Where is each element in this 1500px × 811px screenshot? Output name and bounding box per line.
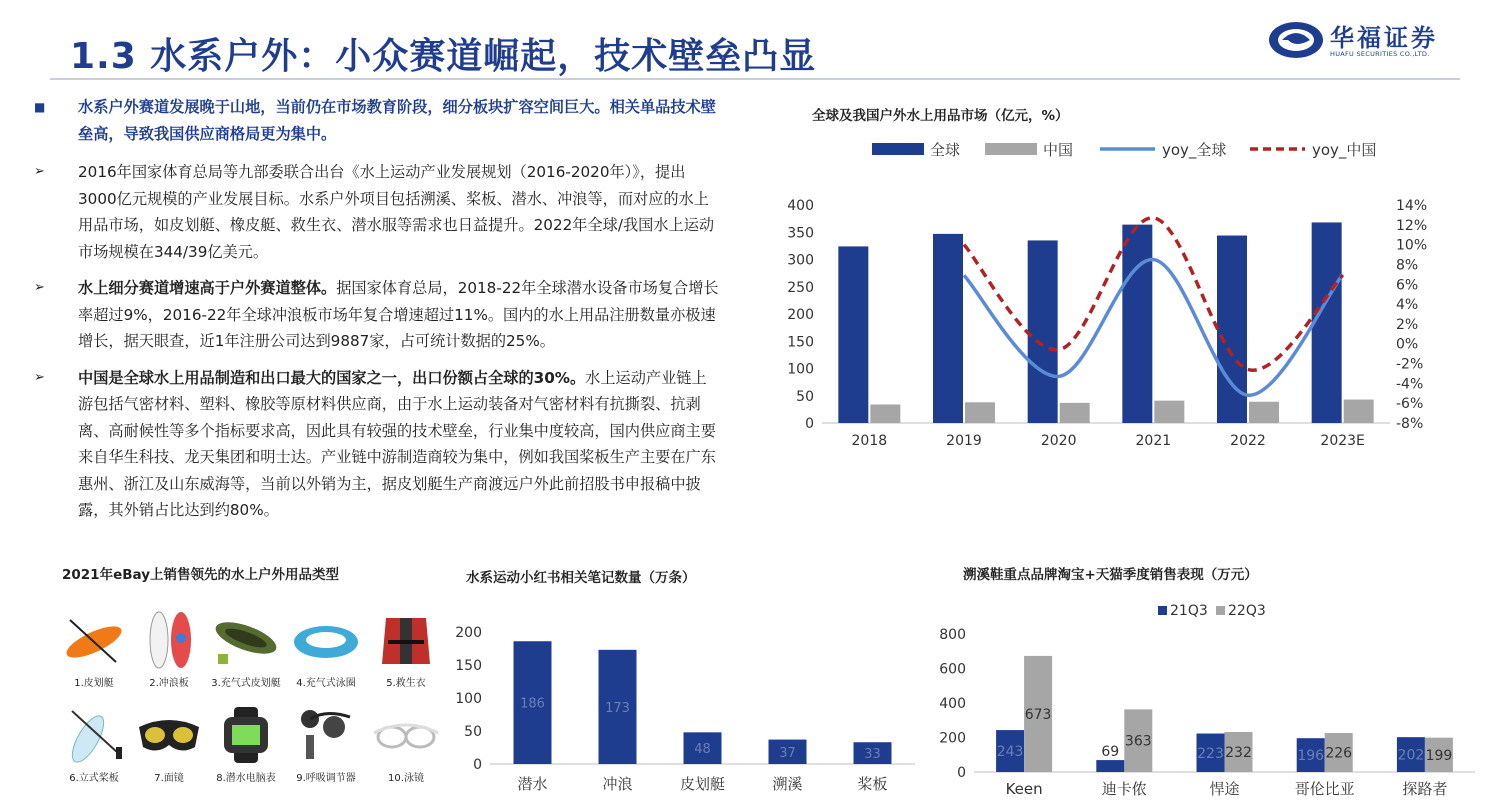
legend-label: 21Q3: [1170, 603, 1208, 619]
dive-computer-icon: [210, 705, 282, 765]
ebay-product-label: 9.呼吸调节器: [296, 773, 356, 784]
bar-china: [965, 402, 995, 423]
ebay-product-item: [205, 705, 287, 784]
bar-china: [1249, 402, 1279, 423]
dive-mask-icon: [133, 705, 205, 765]
y-tick-label: 300: [787, 252, 814, 269]
bar-china: [1344, 400, 1374, 423]
x-tick-label: 迪卡侬: [1101, 780, 1147, 798]
y-tick-label: 400: [939, 696, 966, 712]
bar-global: [838, 246, 868, 423]
y2-tick-label: 6%: [1396, 277, 1419, 294]
x-tick-label: 皮划艇: [679, 775, 726, 793]
x-tick-label: 2018: [851, 433, 888, 449]
y2-tick-label: -4%: [1396, 376, 1424, 393]
ebay-product-item: [128, 610, 210, 689]
x-tick-label: 2022: [1230, 433, 1266, 449]
data-label: 186: [520, 696, 545, 712]
paragraph-1: ➢ 2016年国家体育总局等九部委联合出台《水上运动产业发展规划（2016-2020年）》，提出3000亿元规模的产业发展目标。水系户外项目包括溯溪、桨板、潜水、冲浪等，而对应的水上用品市场，如皮划艇、橡皮艇、救生衣、潜水服等需求也日益提升。2022年全球/我国水上运动市场规模在344/39亿美元。: [30, 159, 720, 265]
y-tick-label: 0: [805, 416, 814, 432]
legend-swatch: [985, 143, 1037, 155]
lead-paragraph: ■ 水系户外赛道发展晚于山地，当前仍在市场教育阶段，细分板块扩容空间巨大。相关单品技术壁垒高，导致我国供应商格局更为集中。: [30, 94, 720, 147]
inflatable-kayak-icon: [210, 610, 282, 670]
x-tick-label: 悍途: [1209, 780, 1240, 798]
x-tick-label: 哥伦比亚: [1294, 780, 1355, 798]
y-tick-label: 50: [464, 724, 482, 740]
ebay-product-label: 10.泳镜: [388, 773, 424, 784]
data-label: 199: [1425, 747, 1453, 764]
swim-ring-icon: [290, 610, 362, 670]
ebay-product-label: 2.冲浪板: [149, 678, 189, 689]
data-label: 33: [864, 747, 881, 763]
data-label: 223: [1197, 745, 1224, 762]
brand-name: 华福证券: [1330, 23, 1438, 52]
text-block: [30, 94, 720, 534]
paragraph-3: ➢ 中国是全球水上用品制造和出口最大的国家之一，出口份额占全球的30%。水上运动产业链上游包括气密材料、塑料、橡胶等原材料供应商，由于水上运动装备对气密材料有抗撕裂、抗剥离、高耐候性等多个指标要求高，因此具有较强的技术壁垒，行业集中度较高，国内供应商主要来自华生科技、龙天集团和明士达。产业链中游制造商较为集中，例如我国桨板生产主要在广东惠州、浙江及山东威海等，当前以外销为主，据皮划艇生产商渡远户外此前招股书申报稿中披露，其外销占比达到约80%。: [30, 365, 720, 524]
y2-tick-label: -8%: [1396, 416, 1424, 432]
data-label: 173: [605, 700, 630, 716]
legend-swatch: [872, 143, 924, 155]
ebay-product-label: 1.皮划艇: [74, 678, 114, 689]
square-bullet-icon: ■: [34, 100, 46, 114]
brand-name-en: HUAFU SECURITIES CO.,LTD.: [1330, 50, 1430, 58]
data-label: 243: [996, 744, 1024, 761]
chart-global-market: [780, 125, 1460, 485]
life-jacket-icon: [370, 610, 442, 670]
bar-global: [933, 234, 963, 423]
ebay-product-item: [128, 705, 210, 784]
bar-china: [1060, 403, 1090, 423]
x-tick-label: 溯溪: [772, 775, 803, 793]
y-tick-label: 800: [939, 627, 966, 643]
surfboard-icon: [133, 610, 205, 670]
y-tick-label: 200: [939, 730, 966, 747]
legend-label: 中国: [1043, 141, 1074, 159]
bar-21Q3: [1096, 760, 1124, 772]
y-tick-label: 400: [787, 198, 814, 214]
legend-label: yoy_中国: [1312, 141, 1377, 159]
data-label: 69: [1101, 744, 1120, 761]
chart-xiaohongshu-notes: [440, 586, 930, 811]
chart-brand-sales: [930, 596, 1490, 811]
y2-tick-label: 10%: [1396, 237, 1428, 254]
ebay-product-label: 8.潜水电脑表: [216, 773, 276, 784]
y-tick-label: 0: [957, 765, 966, 781]
y2-tick-label: -6%: [1396, 396, 1424, 413]
y2-tick-label: 12%: [1396, 217, 1428, 234]
line-yoy-china: [964, 218, 1343, 370]
chart-title-xiaohongshu: 水系运动小红书相关笔记数量（万条）: [466, 570, 696, 586]
y2-tick-label: 2%: [1396, 316, 1419, 333]
ebay-product-label: 4.充气式泳圈: [296, 678, 356, 689]
page-title: 1.3 水系户外：小众赛道崛起，技术壁垒凸显: [70, 36, 817, 77]
x-tick-label: 2019: [946, 433, 982, 449]
paragraph-2: ➢ 水上细分赛道增速高于户外赛道整体。据国家体育总局，2018-22年全球潜水设备市场复合增长率超过9%，2016-22年全球冲浪板市场年复合增速超过11%。国内的水上用品注册数量亦极速增长，据天眼查，近1年注册公司达到9887家，占可统计数据的25%。: [30, 275, 720, 355]
paddleboard-icon: [58, 705, 130, 765]
legend-swatch: [1158, 606, 1167, 615]
y2-tick-label: 0%: [1396, 336, 1419, 353]
bar-global: [1122, 225, 1152, 423]
ebay-product-item: [285, 705, 367, 784]
ebay-panel-title: 2021年eBay上销售领先的水上户外用品类型: [62, 567, 340, 583]
x-tick-label: 潜水: [517, 775, 548, 793]
y-tick-label: 150: [455, 658, 482, 674]
ebay-product-label: 7.面镜: [154, 773, 184, 784]
regulator-icon: [290, 705, 362, 765]
x-tick-label: 2020: [1040, 433, 1077, 449]
goggles-icon: [370, 705, 442, 765]
data-label: 48: [694, 742, 711, 758]
ebay-product-item: [365, 610, 447, 689]
ebay-product-item: [53, 705, 135, 784]
ebay-product-label: 6.立式桨板: [69, 773, 119, 784]
ebay-product-item: [205, 610, 287, 689]
y-tick-label: 50: [796, 388, 814, 405]
y2-tick-label: -2%: [1396, 356, 1424, 373]
x-tick-label: 冲浪: [602, 775, 633, 793]
y-tick-label: 600: [939, 661, 966, 678]
data-label: 196: [1297, 748, 1325, 765]
ebay-product-item: [285, 610, 367, 689]
data-label: 202: [1397, 747, 1425, 764]
ebay-product-label: 3.充气式皮划艇: [211, 678, 281, 689]
bar-china: [870, 404, 900, 423]
x-tick-label: Keen: [1005, 780, 1043, 798]
brand-logo: [1268, 18, 1458, 62]
data-label: 363: [1124, 733, 1152, 750]
arrow-bullet-icon: ➢: [34, 164, 45, 179]
legend-label: yoy_全球: [1162, 141, 1227, 159]
y-tick-label: 150: [787, 334, 814, 351]
legend-label: 22Q3: [1228, 603, 1266, 619]
bar-global: [1312, 222, 1342, 423]
bar-global: [1028, 240, 1058, 423]
chart-title-global-market: 全球及我国户外水上用品市场（亿元，%）: [812, 108, 1069, 124]
x-tick-label: 桨板: [857, 775, 888, 793]
y-tick-label: 200: [455, 625, 482, 641]
y2-tick-label: 14%: [1396, 198, 1428, 214]
y-tick-label: 100: [787, 361, 814, 378]
data-label: 232: [1225, 744, 1252, 761]
y-tick-label: 250: [787, 279, 814, 296]
chart-title-brand-sales: 溯溪鞋重点品牌淘宝+天猫季度销售表现（万元）: [963, 567, 1258, 583]
legend-label: 全球: [930, 141, 961, 159]
y-tick-label: 0: [473, 757, 482, 773]
x-tick-label: 探路者: [1402, 780, 1448, 798]
x-tick-label: 2021: [1135, 433, 1172, 449]
y-tick-label: 200: [787, 307, 814, 323]
legend-swatch: [1216, 606, 1225, 615]
y2-tick-label: 4%: [1396, 297, 1419, 314]
data-label: 226: [1325, 745, 1353, 762]
ebay-product-item: [53, 610, 135, 689]
arrow-bullet-icon: ➢: [34, 280, 45, 295]
y-tick-label: 100: [455, 691, 482, 707]
bar-china: [1154, 401, 1184, 423]
y2-tick-label: 8%: [1396, 257, 1419, 274]
ebay-product-item: [365, 705, 447, 784]
arrow-bullet-icon: ➢: [34, 369, 45, 385]
title-divider: [50, 78, 1460, 80]
huafu-logo-icon: [1268, 18, 1324, 62]
kayak-icon: [58, 610, 130, 670]
ebay-product-label: 5.救生衣: [386, 678, 426, 689]
x-tick-label: 2023E: [1320, 433, 1365, 449]
data-label: 673: [1024, 706, 1052, 723]
line-yoy-global: [964, 259, 1343, 395]
data-label: 37: [779, 745, 796, 761]
y-tick-label: 350: [787, 225, 814, 242]
